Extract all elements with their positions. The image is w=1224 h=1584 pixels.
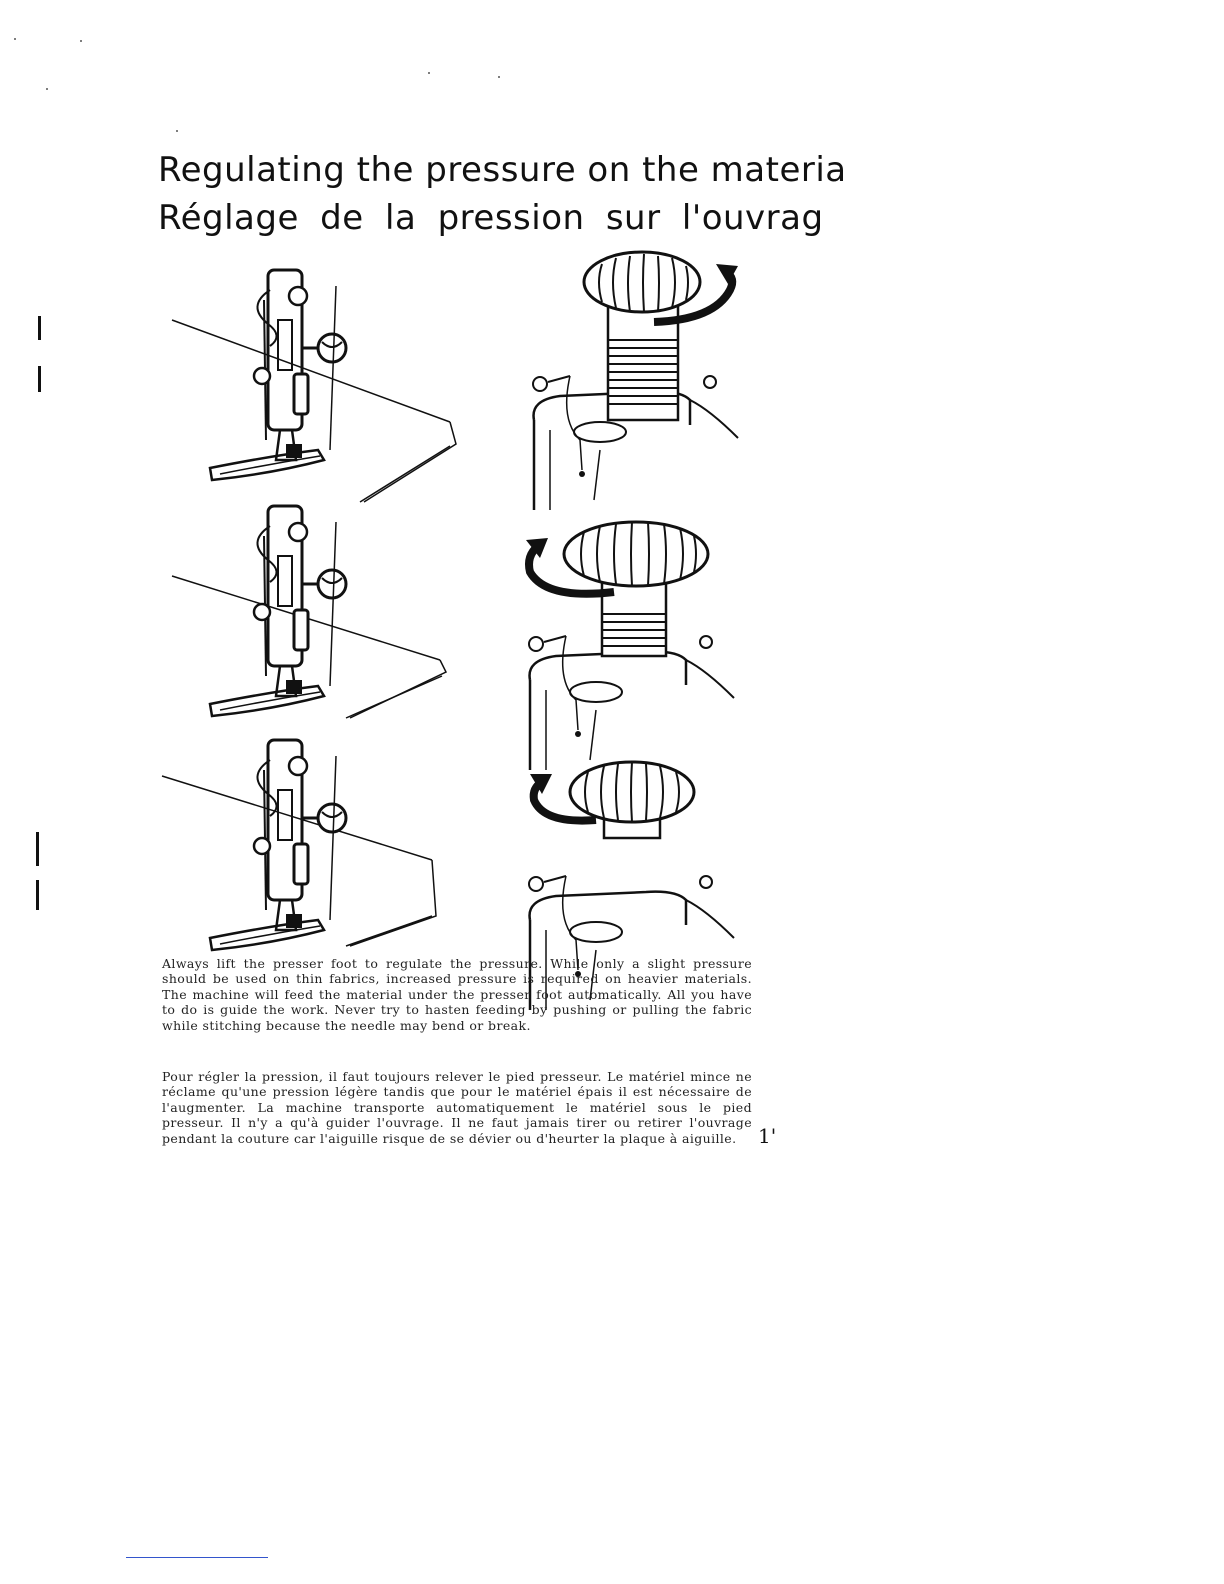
heading-english: Regulating the pressure on the materia: [158, 150, 847, 190]
heading-french: Réglage de la pression sur l'ouvrag: [158, 198, 824, 238]
margin-bar: [36, 832, 39, 866]
scan-speck: [498, 76, 500, 78]
figure-thin-fabric: [172, 270, 456, 502]
figure-knob-clockwise: [533, 252, 738, 510]
body-french: Pour régler la pression, il faut toujours relever le pied presseur. Le matériel mince ne réclame qu'une pression légère tandis que pour le matériel épais il est nécessaire de l'augmenter. La machine transporte automatiquement le matériel sous le pied presseur. Il n'y a qu'à guider l'ouvrage. Il ne faut jamais tirer ou retirer l'ouvrage pendant la couture car l'aiguille risque de se dévier ou d'heurter la plaque à aiguille.: [162, 1068, 752, 1146]
margin-bar: [38, 366, 41, 392]
scan-speck: [176, 130, 178, 132]
illustration-grid: [150, 250, 770, 940]
figure-medium-fabric: [172, 506, 446, 718]
figure-knob-counterclockwise: [526, 522, 734, 770]
scan-speck: [428, 72, 430, 74]
margin-bar: [36, 880, 39, 910]
bottom-rule: [126, 1557, 268, 1558]
figure-thick-fabric: [162, 740, 436, 950]
margin-bar: [38, 316, 41, 340]
scan-speck: [46, 88, 48, 90]
page-number: 1': [758, 1124, 777, 1148]
scan-speck: [80, 40, 82, 42]
scan-speck: [14, 38, 16, 40]
body-english: Always lift the presser foot to regulate the pressure. While only a slight pressure should be used on thin fabrics, increased pressure is required on heavier materials. The machine will feed the material under the presser foot automatically. All you have to do is guide the work. Never try to hasten feeding by pushing or pulling the fabric while stitching because the needle may bend or break.: [162, 955, 752, 1033]
